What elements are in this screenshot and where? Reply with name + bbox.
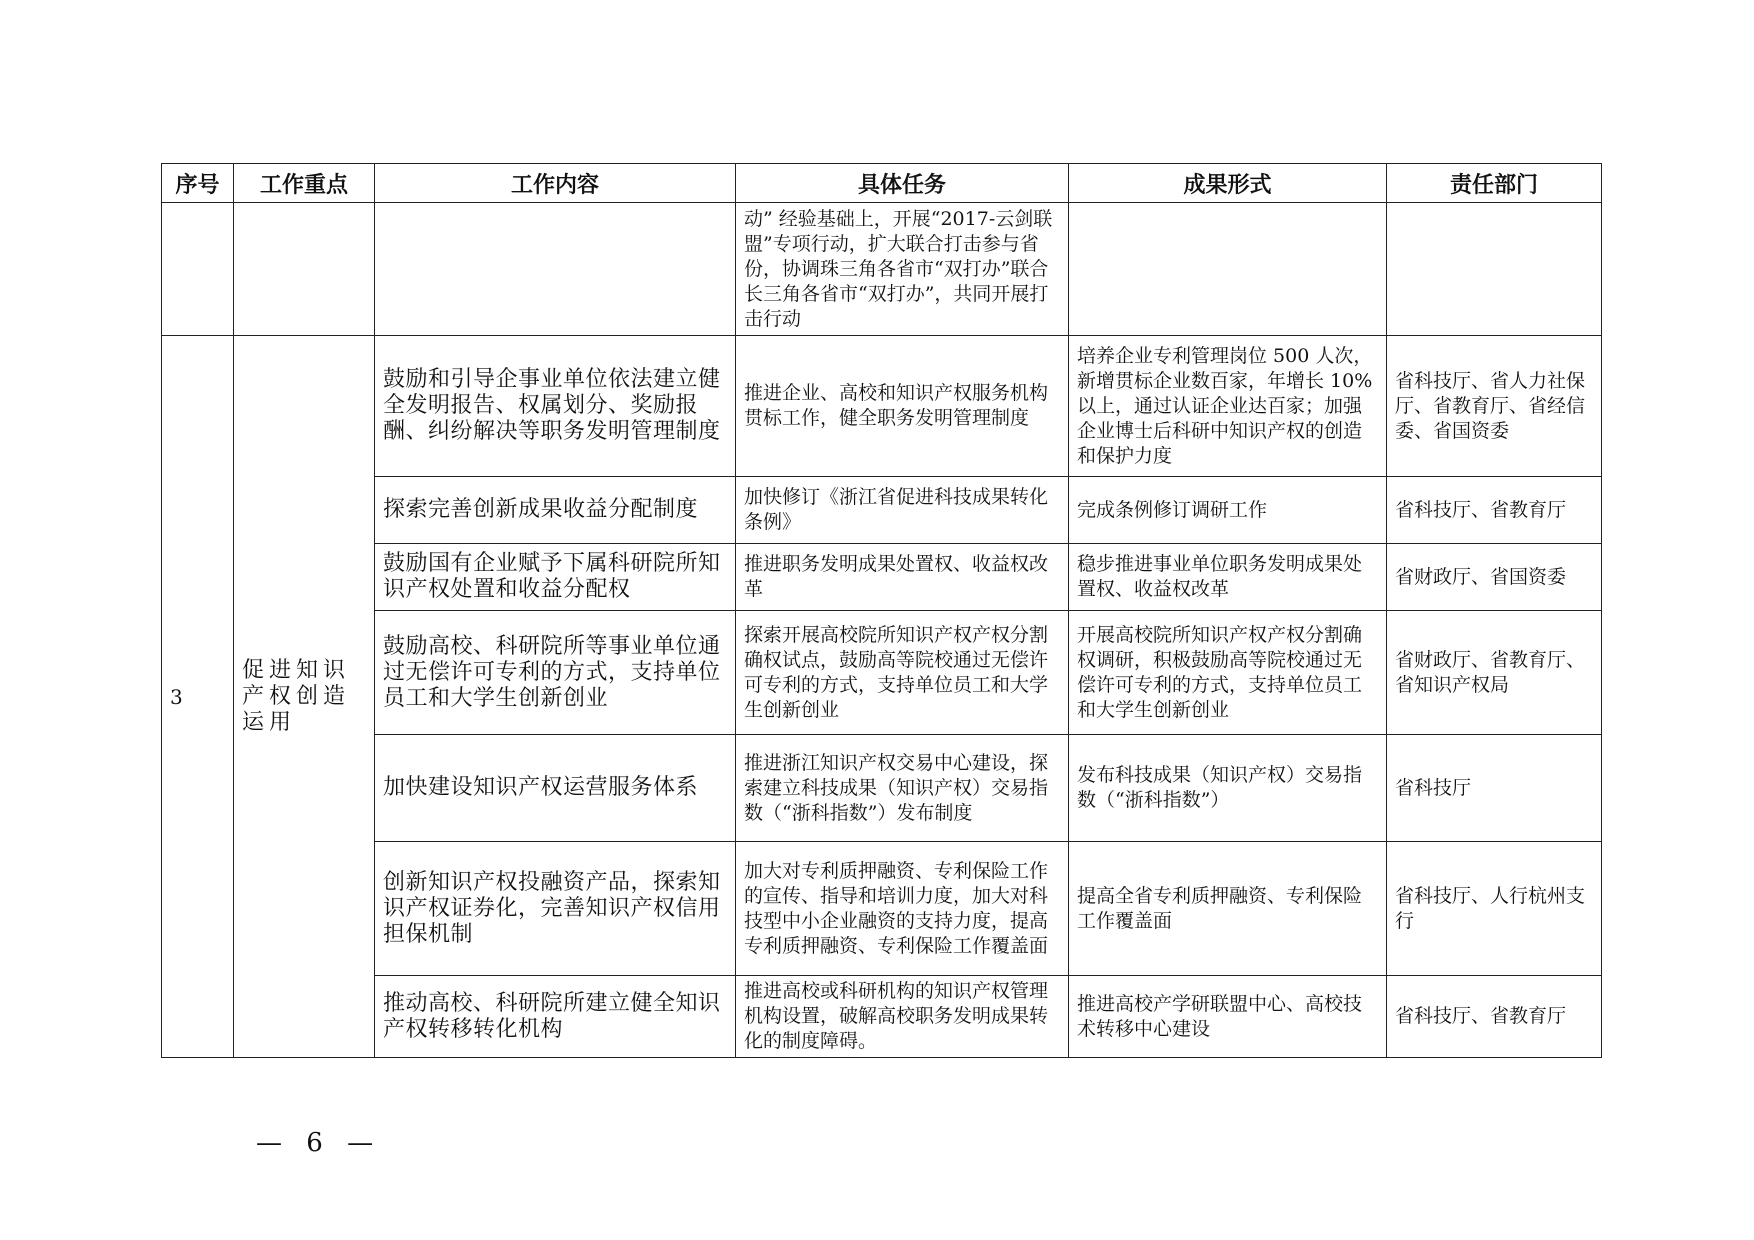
dept-cell: 省科技厅、省人力社保厅、省教育厅、省经信委、省国资委	[1387, 336, 1602, 477]
table-row	[162, 477, 1602, 544]
header-result-form: 成果形式	[1069, 164, 1387, 203]
task-cell: 推进企业、高校和知识产权服务机构贯标工作，健全职务发明管理制度	[736, 336, 1069, 477]
result-cell: 完成条例修订调研工作	[1069, 477, 1387, 544]
header-work-focus: 工作重点	[234, 164, 375, 203]
result-cell: 提高全省专利质押融资、专利保险工作覆盖面	[1069, 842, 1387, 976]
sequence-cell: 3	[162, 336, 234, 1058]
content-cell: 鼓励国有企业赋予下属科研院所知识产权处置和收益分配权	[375, 544, 736, 611]
dept-cell: 省科技厅、省教育厅	[1387, 477, 1602, 544]
task-cell: 推进高校或科研机构的知识产权管理机构设置，破解高校职务发明成果转化的制度障碍。	[736, 976, 1069, 1058]
page-number: — 6 —	[256, 1128, 382, 1158]
dept-cell: 省科技厅、人行杭州支行	[1387, 842, 1602, 976]
table-row	[162, 976, 1602, 1058]
table-row-continued	[162, 203, 1602, 336]
task-cell: 推进浙江知识产权交易中心建设，探索建立科技成果（知识产权）交易指数（“浙科指数”）发布制度	[736, 735, 1069, 842]
empty-cell	[375, 203, 736, 336]
task-cell: 推进职务发明成果处置权、收益权改革	[736, 544, 1069, 611]
header-responsible-dept: 责任部门	[1387, 164, 1602, 203]
table-row	[162, 735, 1602, 842]
dept-cell: 省财政厅、省国资委	[1387, 544, 1602, 611]
work-plan-table	[161, 163, 1602, 1058]
content-cell: 探索完善创新成果收益分配制度	[375, 477, 736, 544]
empty-cell	[1387, 203, 1602, 336]
table-row	[162, 336, 1602, 477]
empty-cell	[234, 203, 375, 336]
content-cell: 创新知识产权投融资产品，探索知识产权证券化，完善知识产权信用担保机制	[375, 842, 736, 976]
task-cell: 加快修订《浙江省促进科技成果转化条例》	[736, 477, 1069, 544]
result-cell: 推进高校产学研联盟中心、高校技术转移中心建设	[1069, 976, 1387, 1058]
work-focus-cell: 促进知识产权创造运用	[234, 336, 375, 1058]
content-cell: 推动高校、科研院所建立健全知识产权转移转化机构	[375, 976, 736, 1058]
header-specific-task: 具体任务	[736, 164, 1069, 203]
empty-cell	[1069, 203, 1387, 336]
task-cell: 加大对专利质押融资、专利保险工作的宣传、指导和培训力度，加大对科技型中小企业融资的支持力度，提高专利质押融资、专利保险工作覆盖面	[736, 842, 1069, 976]
header-work-content: 工作内容	[375, 164, 736, 203]
dept-cell: 省科技厅	[1387, 735, 1602, 842]
table-row	[162, 544, 1602, 611]
table-header-row	[162, 164, 1602, 203]
result-cell: 开展高校院所知识产权产权分割确权调研，积极鼓励高等院校通过无偿许可专利的方式，支持单位员工和大学生创新创业	[1069, 611, 1387, 735]
dept-cell: 省科技厅、省教育厅	[1387, 976, 1602, 1058]
content-cell: 鼓励和引导企事业单位依法建立健全发明报告、权属划分、奖励报酬、纠纷解决等职务发明管理制度	[375, 336, 736, 477]
content-cell: 鼓励高校、科研院所等事业单位通过无偿许可专利的方式，支持单位员工和大学生创新创业	[375, 611, 736, 735]
dept-cell: 省财政厅、省教育厅、省知识产权局	[1387, 611, 1602, 735]
result-cell: 培养企业专利管理岗位 500 人次，新增贯标企业数百家，年增长 10%以上，通过认证企业达百家；加强企业博士后科研中知识产权的创造和保护力度	[1069, 336, 1387, 477]
task-cell: 动” 经验基础上，开展“2017-云剑联盟”专项行动，扩大联合打击参与省份，协调珠三角各省市“双打办”联合长三角各省市“双打办”，共同开展打击行动	[736, 203, 1069, 336]
result-cell: 发布科技成果（知识产权）交易指数（“浙科指数”）	[1069, 735, 1387, 842]
empty-cell	[162, 203, 234, 336]
task-cell: 探索开展高校院所知识产权产权分割确权试点，鼓励高等院校通过无偿许可专利的方式，支持单位员工和大学生创新创业	[736, 611, 1069, 735]
table-row	[162, 611, 1602, 735]
header-sequence: 序号	[162, 164, 234, 203]
table-row	[162, 842, 1602, 976]
content-cell: 加快建设知识产权运营服务体系	[375, 735, 736, 842]
result-cell: 稳步推进事业单位职务发明成果处置权、收益权改革	[1069, 544, 1387, 611]
